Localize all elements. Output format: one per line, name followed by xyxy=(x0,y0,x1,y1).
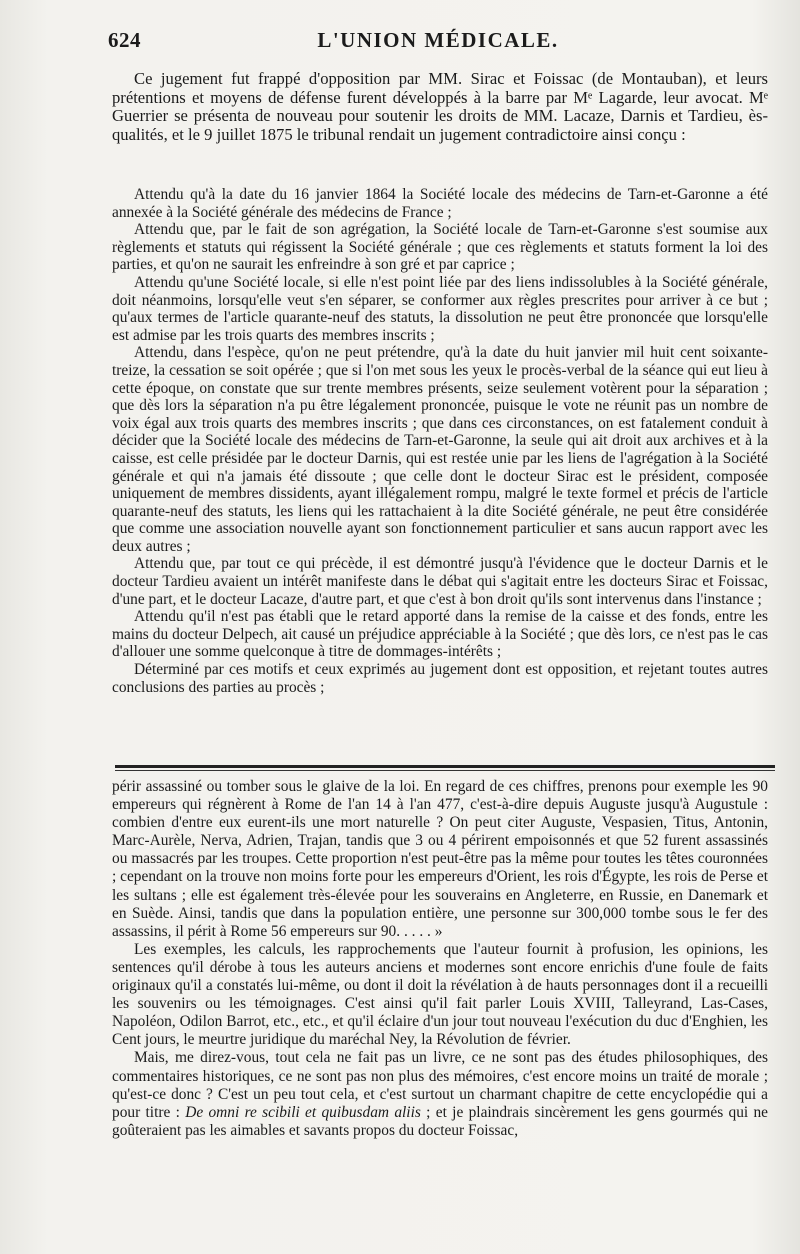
intro-section xyxy=(112,70,768,144)
feuilleton-text-start: Mais, me direz-vous, tout cela ne fait pas un livre, ce ne sont pas des études philosophiques, des commentaires historiques, ce ne sont pas non plus des mémoires, c'est encore moins un traité de morale ; qu'est-ce donc ? C'est un peu tout cela, et c'est surtout un charmant chapitre de cette encyclopédie qui a pour titre : xyxy=(112,1049,768,1121)
judgment-paragraph: Déterminé par ces motifs et ceux exprimés au jugement dont est opposition, et rejetant toutes autres conclusions des parties au procès ; xyxy=(112,661,768,696)
separator-rule-thick xyxy=(115,765,775,768)
judgment-paragraph: Attendu qu'à la date du 16 janvier 1864 la Société locale des médecins de Tarn-et-Garonne a été annexée à la Société générale des médecins de France ; xyxy=(112,186,768,221)
journal-title: L'UNION MÉDICALE. xyxy=(317,28,559,52)
feuilleton-continuation: périr assassiné ou tomber sous le glaive de la loi. En regard de ces chiffres, prenons pour exemple les 90 empereurs qui régnèrent à Rome de l'an 14 à l'an 477, c'est-à-dire depuis Auguste jusqu'à Augustule : combien d'entre eux eurent-ils une mort naturelle ? On peut citer Auguste, Vespasien, Titus, Antonin, Marc-Aurèle, Nerva, Adrien, Trajan, tandis que 3 ou 4 périrent empoisonnés et que 52 furent assassinés ou massacrés par les troupes. Cette proportion n'est peut-être pas la même pour toutes les têtes couronnées ; cependant on la trouve non moins forte pour les empereurs d'Orient, les rois d'Égypte, les rois de Perse et les sultans ; elle est également très-élevée pour les souverains en Angleterre, en Russie, en Danemark et en Suède. Ainsi, tandis que dans la population entière, une personne sur 300,000 tombe sous le fer des assassins, il périt à Rome 56 empereurs sur 90. . . . . » xyxy=(112,778,768,940)
judgment-paragraph: Attendu que, par le fait de son agrégation, la Société locale de Tarn-et-Garonne s'est soumise aux règlements et statuts qui régissent la Société générale ; que ces règlements et statuts forment la loi des parties, et qu'on ne saurait les enfreindre à son gré et par caprice ; xyxy=(112,221,768,274)
page-header xyxy=(108,28,768,52)
feuilleton-section xyxy=(112,778,768,1140)
judgment-paragraph: Attendu, dans l'espèce, qu'on ne peut prétendre, qu'à la date du huit janvier mil huit cent soixante-treize, la cessation se soit opérée ; que si l'on met sous les yeux le procès-verbal de la séance qui eut lieu à cette époque, on constate que sur trente membres présents, seize seulement votèrent pour la séparation ; que dès lors la séparation n'a pu être légalement prononcée, puisque le vote ne réunit pas un nombre de voix égal aux trois quarts des membres inscrits ; que dans ces circonstances, on est fatalement conduit à décider que la Société locale des médecins de Tarn-et-Garonne, la seule qui ait droit aux archives et à la caisse, est celle présidée par le docteur Darnis, qui est restée unie par les liens de l'agrégation à la Société générale et qui n'a jamais été dissoute ; que celle dont le docteur Sirac est le président, composée uniquement de membres dissidents, ayant illégalement rompu, malgré le texte formel et précis de l'article quarante-neuf des statuts, les liens qui les rattachaient à la dite Société générale, ne peut être considérée que comme une association nouvelle ayant son fonctionnement particulier et sans aucun rapport avec les deux autres ; xyxy=(112,344,768,555)
feuilleton-paragraph xyxy=(112,1049,768,1139)
judgment-paragraph: Attendu qu'une Société locale, si elle n'est point liée par des liens indissolubles à la Société générale, doit néanmoins, lorsqu'elle veut s'en séparer, se conformer aux règles prescrites pour arriver à ce but ; qu'aux termes de l'article quarante-neuf des statuts, la dissolution ne peut être prononcée que lorsqu'elle est admise par les trois quarts des membres inscrits ; xyxy=(112,273,768,344)
feuilleton-text-end: ; et je plaindrais sincèrement les gens gourmés qui ne goûteraient pas les aimables et savants propos du docteur Foissac, xyxy=(112,1103,769,1139)
page-number: 624 xyxy=(108,28,141,52)
judgment-paragraph: Attendu que, par tout ce qui précède, il est démontré jusqu'à l'évidence que le docteur Darnis et le docteur Tardieu avaient un intérêt manifeste dans le débat qui s'agitait entre les docteurs Sirac et Foissac, d'une part, et le docteur Lacaze, d'autre part, et que c'est à bon droit qu'ils sont intervenus dans l'instance ; xyxy=(112,555,768,608)
intro-paragraph: Ce jugement fut frappé d'opposition par MM. Sirac et Foissac (de Montauban), et leurs prétentions et moyens de défense furent développés à la barre par Mᵉ Lagarde, leur avocat. Mᵉ Guerrier se présenta de nouveau pour soutenir les droits de MM. Lacaze, Darnis et Tardieu, ès-qualités, et le 9 juillet 1875 le tribunal rendait un jugement contradictoire ainsi conçu : xyxy=(112,69,768,144)
judgment-paragraph: Attendu qu'il n'est pas établi que le retard apporté dans la remise de la caisse et des fonds, entre les mains du docteur Delpech, ait causé un préjudice appréciable à la Société ; que dès lors, ce n'est pas le cas d'allouer une somme quelconque à titre de dommages-intérêts ; xyxy=(112,608,768,661)
judgment-text xyxy=(112,186,768,696)
book-title: De omni re scibili et quibusdam aliis xyxy=(185,1103,421,1121)
feuilleton-separator xyxy=(115,765,775,771)
separator-rule-thin xyxy=(115,770,775,771)
feuilleton-paragraph: Les exemples, les calculs, les rapprochements que l'auteur fournit à profusion, les opinions, les sentences qu'il dérobe à tous les auteurs anciens et modernes sont encore enrichis d'une foule de faits originaux qu'il a constatés lui-même, ou dont il doit la révélation à de hauts personnages dont il a recueilli les souvenirs ou les témoignages. C'est ainsi qu'il fait parler Louis XVIII, Talleyrand, Las-Cases, Napoléon, Odilon Barrot, etc., etc., et qu'il éclaire d'un jour tout nouveau l'exécution du duc d'Enghien, les Cent jours, le meurtre juridique du maréchal Ney, la Révolution de février. xyxy=(112,940,768,1049)
